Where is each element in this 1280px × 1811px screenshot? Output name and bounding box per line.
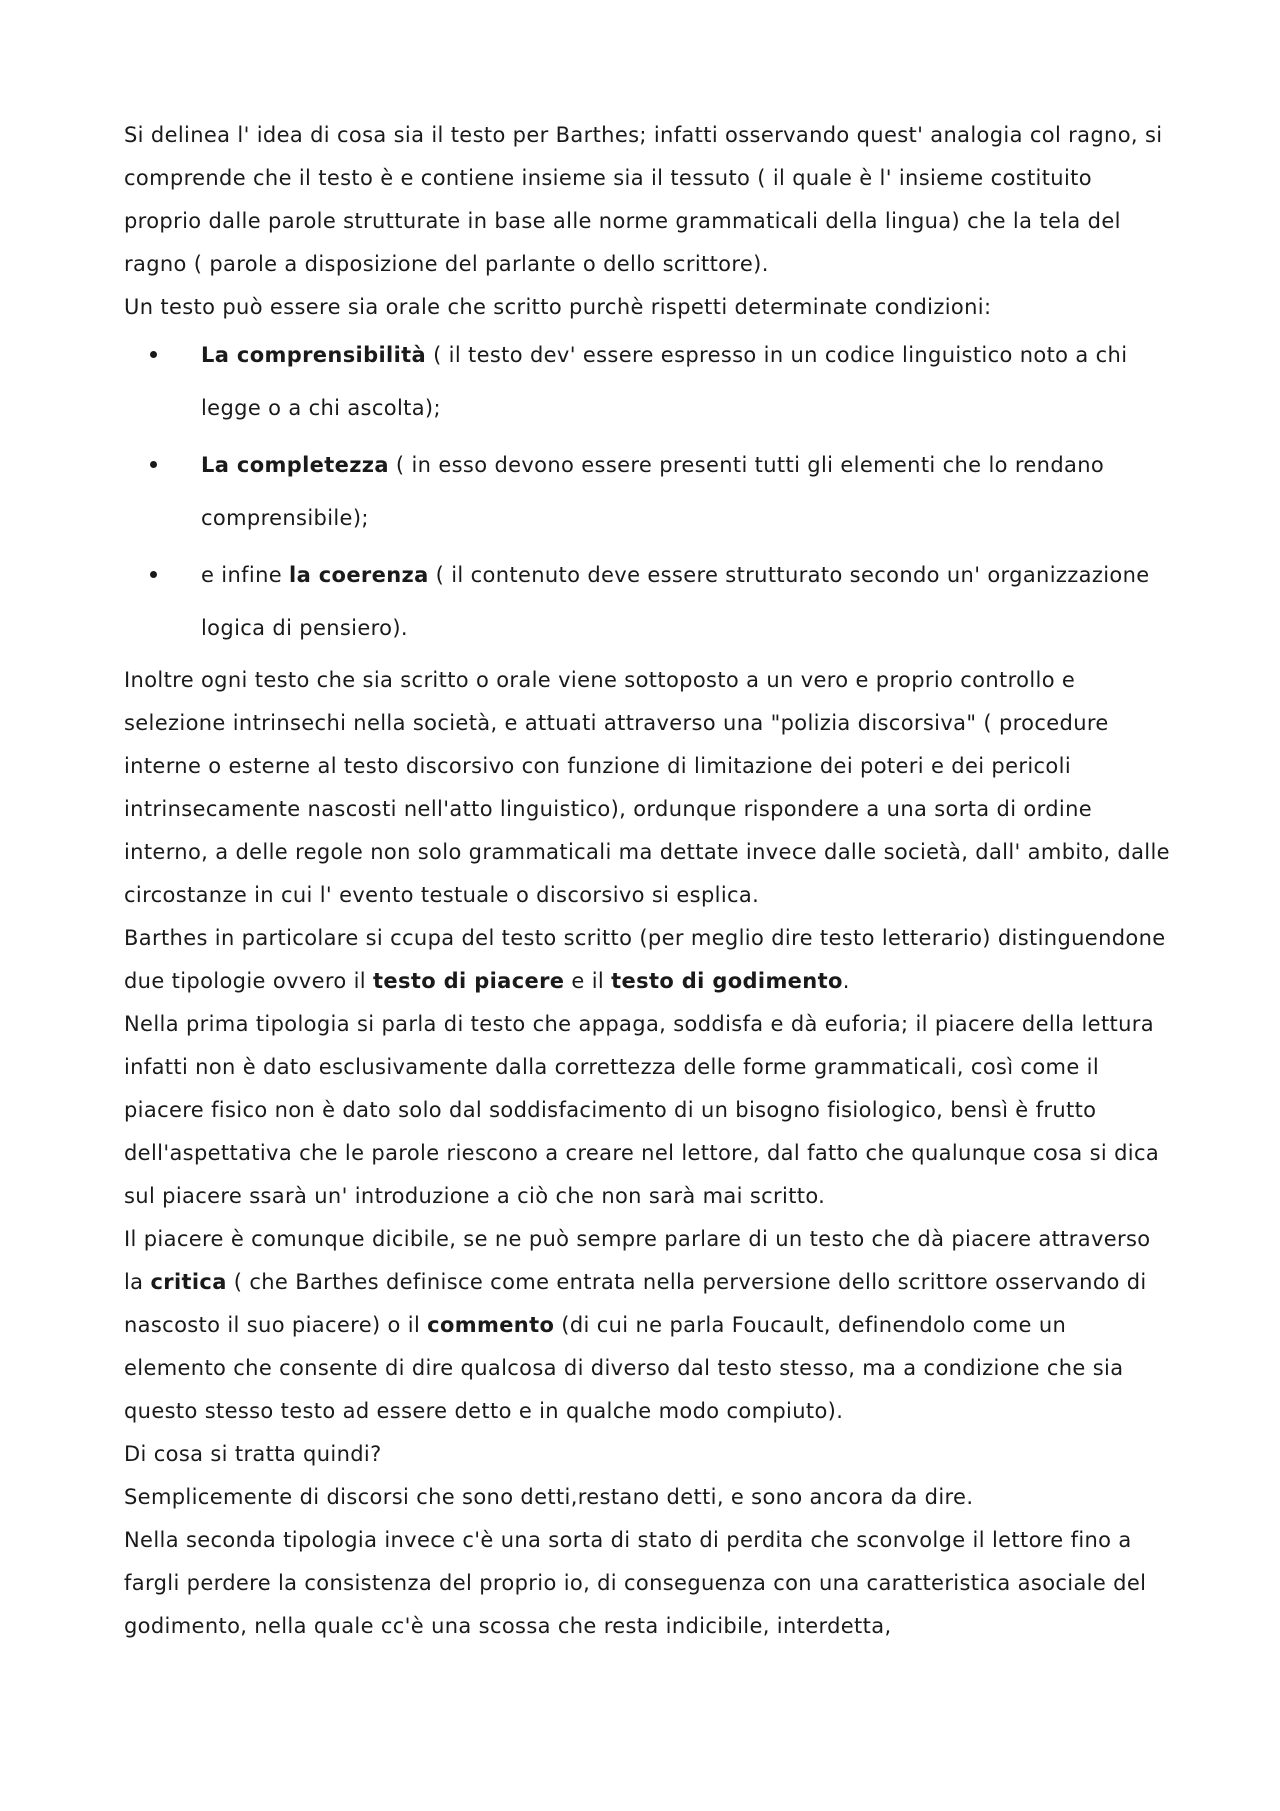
document-page	[124, 114, 1174, 1648]
paragraph-prima-tipologia: Nella prima tipologia si parla di testo che appaga, soddisfa e dà euforia; il piacere della lettura infatti non è dato esclusivamente dalla correttezza delle forme grammaticali, così come il piacere fisico non è dato solo dal soddisfacimento di un bisogno fisiologico, bensì è frutto dell'aspettativa che le parole riescono a creare nel lettore, dal fatto che qualunque cosa si dica sul piacere ssarà un' introduzione a ciò che non sarà mai scritto.	[124, 1012, 1160, 1208]
bullet-icon	[150, 351, 157, 358]
paragraph-conditions-lead: Un testo può essere sia orale che scritto purchè rispetti determinate condizioni:	[124, 295, 992, 319]
paragraph-intro: Si delinea l' idea di cosa sia il testo per Barthes; infatti osservando quest' analogia col ragno, si comprende che il testo è e contiene insieme sia il tessuto ( il quale è l' insieme costituito proprio dalle parole strutturate in base alle norme grammaticali della lingua) che la tela del ragno ( parole a disposizione del parlante o dello scrittore).	[124, 123, 1163, 276]
text-run: Barthes in particolare si ccupa del testo scritto (per meglio dire testo letterario) distinguendone due tipologie ovvero il	[124, 926, 1166, 993]
term-testo-di-godimento: testo di godimento	[611, 969, 843, 993]
paragraph-controllo: Inoltre ogni testo che sia scritto o orale viene sottoposto a un vero e proprio controllo e selezione intrinsechi nella società, e attuati attraverso una "polizia discorsiva" ( procedure interne o esterne al testo discorsivo con funzione di limitazione dei poteri e dei pericoli intrinsecamente nascosti nell'atto linguistico), ordunque rispondere a una sorta di ordine interno, a delle regole non solo grammaticali ma dettate invece dalle società, dall' ambito, dalle circostanze in cui l' evento testuale o discorsivo si esplica.	[124, 668, 1170, 907]
text-run: ( che Barthes definisce come entrata nella perversione dello scrittore osservando di nascosto il suo piacere) o il	[124, 1270, 1147, 1337]
list-item	[124, 439, 1174, 545]
term-commento: commento	[427, 1313, 555, 1337]
bullet-icon	[150, 571, 157, 578]
list-item	[124, 329, 1174, 435]
paragraph-question: Di cosa si tratta quindi?	[124, 1442, 382, 1466]
condition-text: ( il testo dev' essere espresso in un codice linguistico noto a chi legge o a chi ascolta);	[201, 343, 1128, 420]
condition-text: ( il contenuto deve essere strutturato secondo un' organizzazione logica di pensiero).	[201, 563, 1150, 640]
paragraph-critica-commento	[124, 1218, 1174, 1433]
paragraph-answer: Semplicemente di discorsi che sono detti,restano detti, e sono ancora da dire.	[124, 1485, 974, 1509]
bullet-icon	[150, 461, 157, 468]
condition-term: La comprensibilità	[201, 343, 427, 367]
paragraph-seconda-tipologia: Nella seconda tipologia invece c'è una sorta di stato di perdita che sconvolge il lettore fino a fargli perdere la consistenza del proprio io, di conseguenza con una caratteristica asociale del godimento, nella quale cc'è una scossa che resta indicibile, interdetta,	[124, 1528, 1147, 1638]
text-run: e il	[564, 969, 612, 993]
term-critica: critica	[150, 1270, 227, 1294]
condition-text: ( in esso devono essere presenti tutti gli elementi che lo rendano comprensibile);	[201, 453, 1105, 530]
condition-term: La completezza	[201, 453, 389, 477]
text-run: .	[842, 969, 850, 993]
text-run: Il piacere è comunque dicibile, se ne può sempre parlare di un testo che dà piacere attraverso la	[124, 1227, 1151, 1294]
condition-term: la coerenza	[289, 563, 429, 587]
list-item	[124, 549, 1174, 655]
condition-lead: e infine	[201, 563, 290, 587]
term-testo-di-piacere: testo di piacere	[373, 969, 565, 993]
conditions-list	[124, 329, 1174, 655]
paragraph-tipologie	[124, 917, 1174, 1003]
text-run: (di cui ne parla Foucault, definendolo come un elemento che consente di dire qualcosa di diverso dal testo stesso, ma a condizione che sia questo stesso testo ad essere detto e in qualche modo compiuto).	[124, 1313, 1124, 1423]
